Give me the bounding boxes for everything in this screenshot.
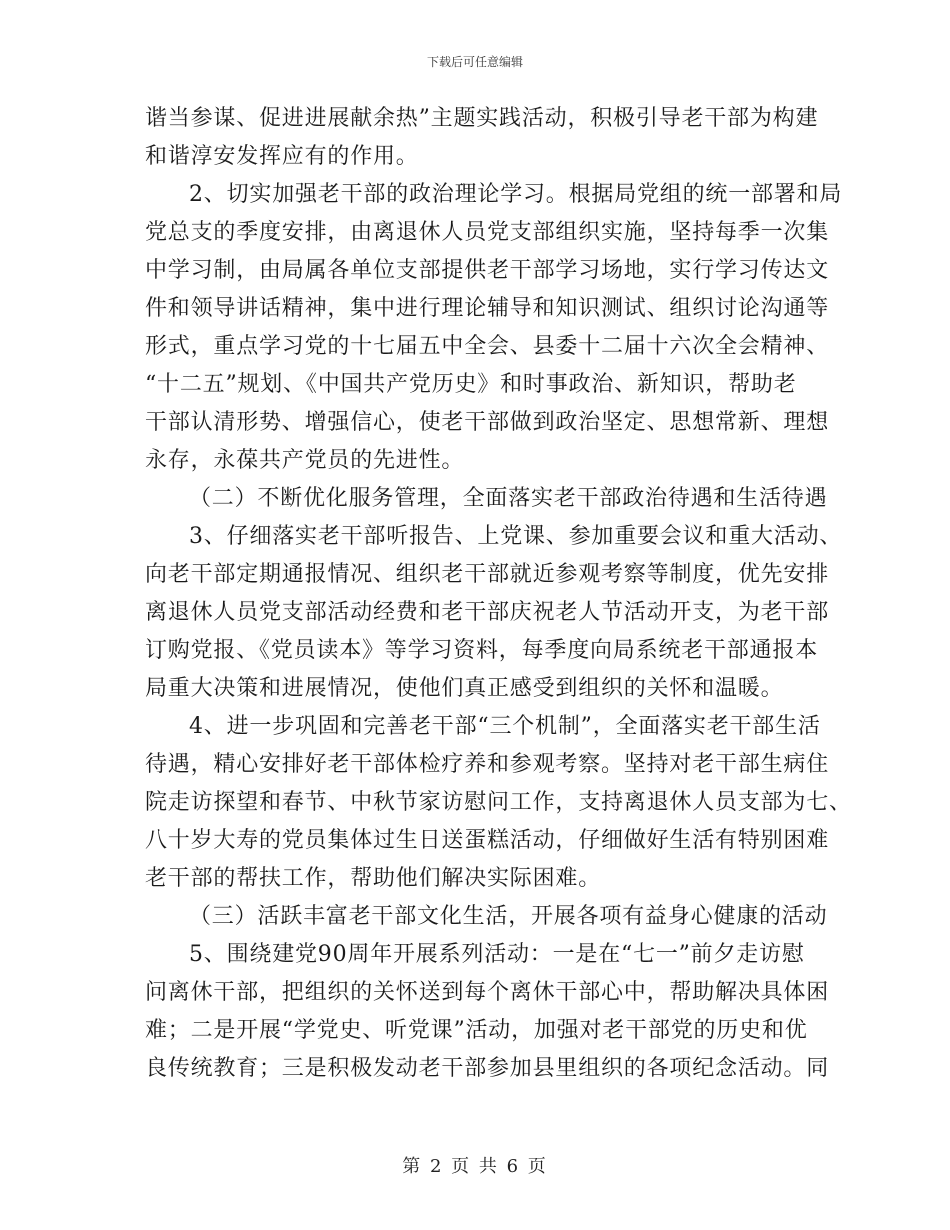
text-line: 待遇，精心安排好老干部体检疗养和参观考察。坚持对老干部生病住 [145,752,830,777]
text-line: 永存，永葆共产党员的先进性。 [145,448,465,473]
paragraph-start-line: 4、进一步巩固和完善老干部“三个机制”，全面落实老干部生活 [189,714,821,739]
text-line: 难；二是开展“学党史、听党课”活动，加强对老干部党的历史和优 [145,1018,808,1043]
text-line: 党总支的季度安排，由离退休人员党支部组织实施，坚持每季一次集 [145,220,830,245]
text-line: 谐当参谋、促进进展献余热”主题实践活动，积极引导老干部为构建 [145,106,819,131]
text-line: 和谐淳安发挥应有的作用。 [145,144,419,169]
text-line: 院走访探望和春节、中秋节家访慰问工作，支持离退休人员支部为七、 [145,790,852,815]
text-line: 八十岁大寿的党员集体过生日送蛋糕活动，仔细做好生活有特别困难 [145,828,830,853]
text-line: 中学习制，由局属各单位支部提供老干部学习场地，实行学习传达文 [145,258,830,283]
text-line: 形式，重点学习党的十七届五中全会、县委十二届十六次全会精神、 [145,334,830,359]
paragraph-start-line: 2、切实加强老干部的政治理论学习。根据局党组的统一部署和局 [189,182,843,207]
text-line: 离退休人员党支部活动经费和老干部庆祝老人节活动开支，为老干部 [145,600,830,625]
text-line: 问离休干部，把组织的关怀送到每个离休干部心中，帮助解决具体困 [145,980,830,1005]
text-line: 良传统教育；三是积极发动老干部参加县里组织的各项纪念活动。同 [145,1056,830,1081]
text-line: 订购党报、《党员读本》等学习资料，每季度向局系统老干部通报本 [145,638,819,663]
text-line: 老干部的帮扶工作，帮助他们解决实际困难。 [145,866,602,891]
document-body [145,100,852,1088]
text-line: 件和领导讲话精神，集中进行理论辅导和知识测试、组织讨论沟通等 [145,296,830,321]
text-line: 向老干部定期通报情况、组织老干部就近参观考察等制度，优先安排 [145,562,830,587]
text-line: 干部认清形势、增强信心，使老干部做到政治坚定、思想常新、理想 [145,410,830,435]
page-number: 第 2 页 共 6 页 [402,1156,548,1177]
paragraph-start-line: 3、仔细落实老干部听报告、上党课、参加重要会议和重大活动、 [189,524,843,549]
paragraph-start-line: 5、围绕建党90周年开展系列活动：一是在“七一”前夕走访慰 [189,942,805,967]
page-header-note: 下载后可任意编辑 [426,55,523,69]
section-heading: （三）活跃丰富老干部文化生活，开展各项有益身心健康的活动 [189,904,828,929]
section-heading: （二）不断优化服务管理，全面落实老干部政治待遇和生活待遇 [189,486,828,511]
text-line: “十二五”规划、《中国共产党历史》和时事政治、新知识，帮助老 [145,372,797,397]
text-line: 局重大决策和进展情况，使他们真正感受到组织的关怀和温暖。 [145,676,784,701]
